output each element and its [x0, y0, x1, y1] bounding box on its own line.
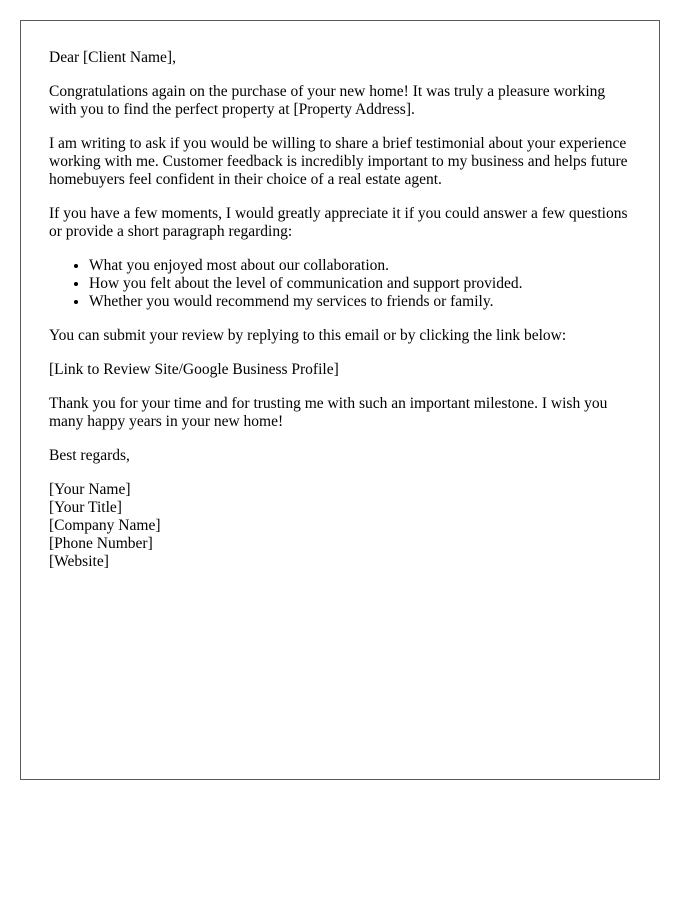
signature-phone: [Phone Number]: [49, 535, 153, 552]
paragraph-questions-intro: If you have a few moments, I would greatly appreciate it if you could answer a few questions or provide a short paragraph regarding:: [49, 205, 628, 240]
questions-list: [49, 257, 631, 311]
letter-container: [20, 20, 660, 780]
signature-title: [Your Title]: [49, 499, 122, 516]
list-item: • Whether you would recommend my services to friends or family.: [89, 293, 631, 311]
signature-name: [Your Name]: [49, 481, 131, 498]
review-link-placeholder: [Link to Review Site/Google Business Profile]: [49, 361, 339, 378]
paragraph-congratulations: Congratulations again on the purchase of your new home! It was truly a pleasure working with you to find the perfect property at [Property Address].: [49, 83, 606, 118]
signature-website: [Website]: [49, 553, 109, 570]
paragraph-submit-instructions: You can submit your review by replying to this email or by clicking the link below:: [49, 327, 567, 344]
paragraph-thank-you: Thank you for your time and for trusting me with such an important milestone. I wish you many happy years in your new home!: [49, 395, 608, 430]
paragraph-request: I am writing to ask if you would be willing to share a brief testimonial about your experience working with me. Customer feedback is incredibly important to my business and helps future homebuyers feel confident in their choice of a real estate agent.: [49, 135, 628, 188]
list-item: • What you enjoyed most about our collaboration.: [89, 257, 631, 275]
closing: Best regards,: [49, 447, 130, 464]
greeting: Dear [Client Name],: [49, 49, 176, 66]
signature-company: [Company Name]: [49, 517, 161, 534]
list-item: • How you felt about the level of communication and support provided.: [89, 275, 631, 293]
signature-block: [49, 481, 631, 571]
